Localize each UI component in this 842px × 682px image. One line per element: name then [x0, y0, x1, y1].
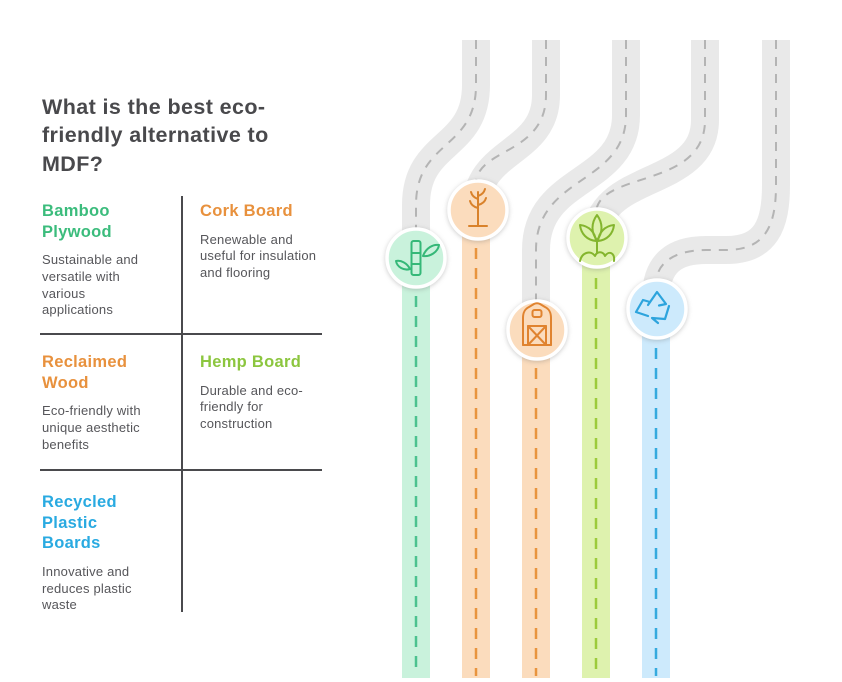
option-title: Bamboo Plywood: [42, 202, 112, 241]
option-title: Hemp Board: [200, 353, 302, 371]
option-description: Renewable and useful for insulation and flooring: [200, 231, 317, 280]
option-description: Innovative and reduces plastic waste: [42, 563, 132, 613]
option-title: Recycled Plastic Boards: [42, 493, 117, 553]
option-description: Sustainable and versatile with various applications: [42, 252, 139, 318]
page-title: What is the best eco-friendly alternative to MDF?: [42, 95, 269, 176]
badge-bamboo: [387, 229, 445, 287]
option-description: Eco-friendly with unique aesthetic benefits: [42, 403, 141, 452]
badge-hemp: [568, 209, 626, 267]
option-title: Reclaimed Wood: [42, 353, 128, 392]
option-description: Durable and eco-friendly for construction: [200, 382, 303, 431]
option-title: Cork Board: [200, 202, 293, 220]
